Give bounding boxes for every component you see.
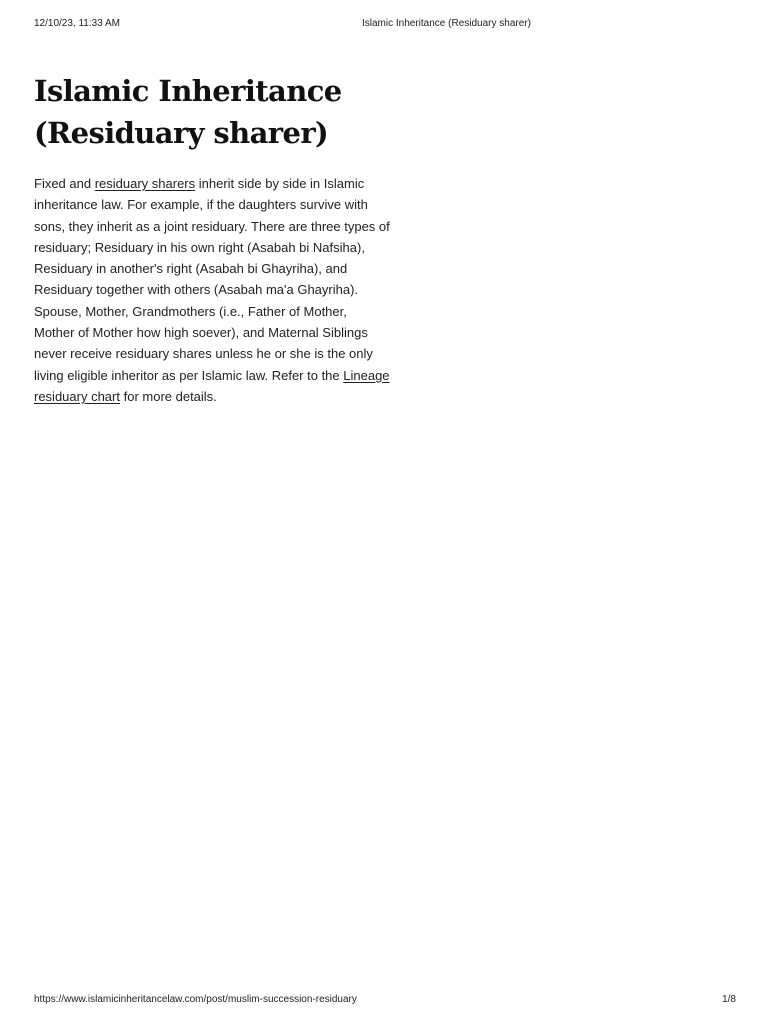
article [34,70,390,407]
print-header [34,18,734,32]
page-title-line-1: Islamic Inheritance [34,74,342,108]
page-title [34,70,390,154]
print-doc-title: Islamic Inheritance (Residuary sharer) [362,18,531,29]
page-number: 1/8 [722,994,736,1005]
residuary-sharers-link[interactable]: residuary sharers [94,176,196,191]
paragraph-text-start: Fixed and [34,176,95,191]
article-paragraph [34,173,390,407]
print-datetime: 12/10/23, 11:33 AM [34,18,120,29]
page-title-line-2: (Residuary sharer) [34,116,329,150]
print-footer [34,994,736,1008]
paragraph-text-body: inherit side by side in Islamic inheritance law. For example, if the daughters survive with sons, they inherit as a joint residuary. There are three types of residuary; Residuary in his own right (Asabah bi Nafsiha), Residuary in another's right (Asabah bi Ghayriha), and Residuary together with others (Asabah ma'a Ghayriha). Spouse, Mother, Grandmothers (i.e., Father of Mother, Mother of Mother how high soever), and Maternal Siblings never receive residuary shares unless he or she is the only living eligible inheritor as per Islamic law. Refer to the [34,176,390,383]
paragraph-text-end: for more details. [119,388,217,404]
lineage-residuary-chart-link[interactable]: Lineage residuary chart [34,367,390,404]
page-url: https://www.islamicinheritancelaw.com/post/muslim-succession-residuary [34,994,357,1005]
